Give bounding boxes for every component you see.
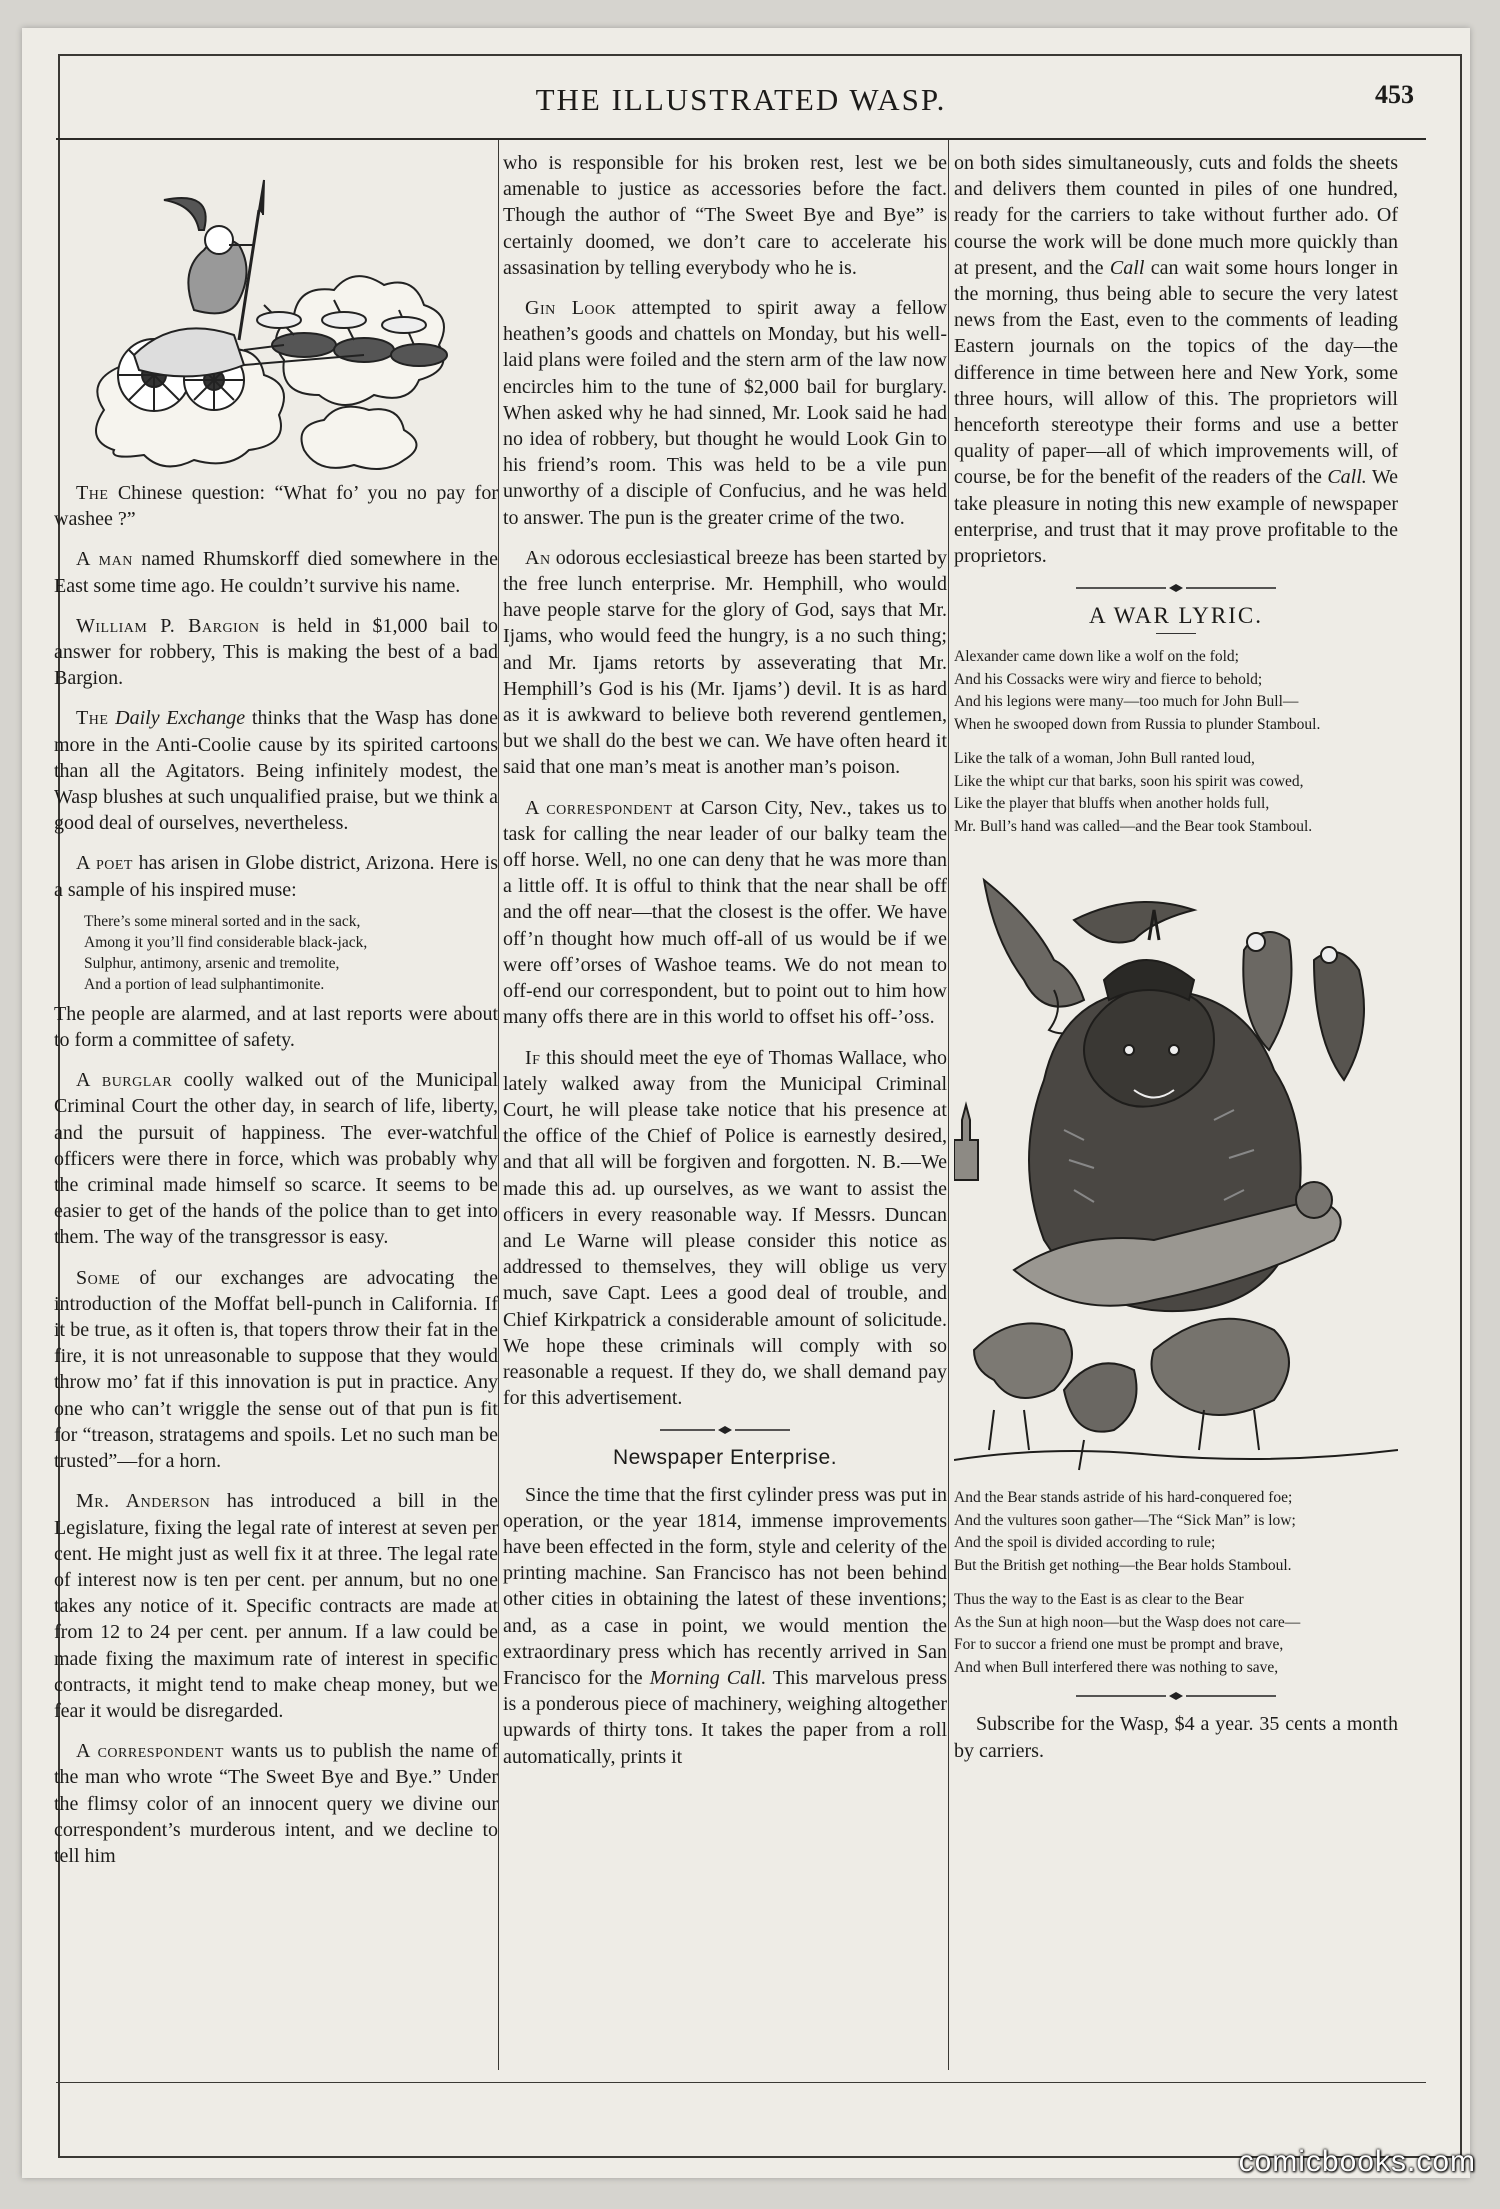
column-rule [498,140,499,2070]
stanza: And the Bear stands astride of his hard-conquered foe; And the vultures soon gather—The “Sick Man” is low; And the spoil is divided according to rule; But the British get nothing—the Bear holds Stamboul. [954,1489,1296,1574]
column-middle [503,150,947,1784]
header-rule [56,138,1426,140]
wasp-chariot-illustration [54,150,498,480]
section-heading: Newspaper Enterprise. [612,1446,838,1470]
ornament-divider [954,1691,1398,1701]
page-header [56,50,1426,117]
column-left [54,150,498,1883]
paragraph: on both sides simultaneously, cuts and folds the sheets and delivers them counted in piles of one hundred, ready for the carriers to take without further ado. Of course the work will be done much more quickly than at present, and the Call can wait some hours longer in the morning, thus being able to secure the very latest news from the East, even to the comments of leading Eastern journals on the topics of the day—the difference in time between here and New York, some three hours, will allow of this. The proprietors will henceforth stereotype their forms and use a better quality of paper—all of which improvements will, of course, be for the benefit of the readers of the Call. We take pleasure in noting this new example of newspaper enterprise, and trust that it may prove profitable to the proprietors. [954,152,1399,568]
poem-title: A WAR LYRIC. [1089,603,1263,629]
ornament-divider [503,1425,947,1435]
paragraph: A poet has arisen in Globe district, Arizona. Here is a sample of his inspired muse: [54,852,498,901]
title-underline [1156,633,1196,634]
page-number: 453 [1375,80,1414,109]
masthead: THE ILLUSTRATED WASP. [535,82,947,117]
bear-and-vultures-illustration [954,850,1398,1475]
paragraph: Gin Look attempted to spirit away a fellow heathen’s goods and chattels on Monday, but his well-laid plans were foiled and the stern arm of the law now encircles him to the tune of $2,000 bail for burglary. When asked why he had sinned, Mr. Look said he had no idea of robbery, but thought he would Look Gin to his friend’s room. This was held to be a vile pun unworthy of a disciple of Confucius, and he was held to answer. The pun is the greater crime of the two. [503,297,948,529]
subscription-notice: Subscribe for the Wasp, $4 a year. 35 cents a month by carriers. [954,1713,1398,1762]
stanza: Like the talk of a woman, John Bull ranted loud, Like the whipt cur that barks, soon his spirit was cowed, Like the player that bluffs when another holds full, Mr. Bull’s hand was called—and the Bear took Stamboul. [954,750,1313,835]
paragraph: Since the time that the first cylinder press was put in operation, or the year 1814, immense improvements have been effected in the form, style and celerity of the printing machine. San Francisco has not been behind other cities in obtaining the latest of these inventions; and, as a case in point, we would mention the extraordinary press which has recently arrived in San Francisco for the Morning Call. This marvelous press is a ponderous piece of machinery, weighing altogether upwards of thirty tons. It takes the paper from a roll automatically, prints it [503,1483,947,1768]
stanza: Alexander came down like a wolf on the fold; And his Cossacks were wiry and fierce to behold; And his legions were many—too much for John Bull— When he swooped down from Russia to plunder Stamboul. [954,648,1321,733]
column-rule [948,140,949,2070]
paragraph: A correspondent at Carson City, Nev., takes us to task for calling the near leader of our balky team the off horse. Well, no one can deny that he was more than a little off. It is offul to think that the near shall be off and the off near—that the closest is the offer. We have off’n thought how much off-all of us would be if we were off’orses of Washoe teams. We do not mean to off-end our correspondent, but to point out to him how many offs there are in this world to offset his off-’oss. [503,796,948,1029]
column-right [954,150,1398,1778]
paragraph: A man named Rhumskorff died somewhere in the East some time ago. He couldn’t survive his name. [54,548,499,597]
stanza: Thus the way to the East is as clear to the Bear As the Sun at high noon—but the Wasp does not care— For to succor a friend one must be prompt and brave, And when Bull interfered there was nothing to save, [954,1591,1301,1676]
paragraph: who is responsible for his broken rest, lest we be amenable to justice as accessories before the fact. Though the author of “The Sweet Bye and Bye” is certainly doomed, we don’t care to accelerate his assasination by telling everybody who he is. [503,152,947,279]
paragraph: A correspondent wants us to publish the name of the man who wrote “The Sweet Bye and Bye.” Under the flimsy color of an innocent query we divine our correspondent’s murderous intent, and we decline to tell him [54,1740,498,1867]
inline-poem: There’s some mineral sorted and in the sack, Among it you’ll find considerable black-jack, Sulphur, antimony, arsenic and tremolite, And a portion of lead sulphantimonite. [84,912,368,993]
paragraph: Some of our exchanges are advocating the introduction of the Moffat bell-punch in California. If it be true, as it often is, that topers throw their fat in the fire, it is not unreasonable to suppose that they would throw mo’ fat if this innovation is put in practice. Any one who can’t wriggle the sense out of that pun is fit for “treason, stratagems and spoils. Let no such man be trusted”—for a horn. [54,1266,498,1473]
paragraph: The people are alarmed, and at last reports were about to form a committee of safety. [54,1002,498,1052]
ornament-divider [954,583,1398,593]
paragraph: If this should meet the eye of Thomas Wallace, who lately walked away from the Municipal Criminal Court, he will please take notice that his presence at the office of the Chief of Police is earnestly desired, and that all will be forgiven and forgotten. N. B.—We made this ad. up ourselves, as we want to assist the officers in every reasonable way. If Messrs. Duncan and Le Warne will please consider this notice as addressed to themselves, they will oblige us very much, save Capt. Lees a good deal of trouble, and Chief Kirkpatrick a considerable amount of solicitude. We hope these criminals will comply with so reasonable a request. If they do, we shall demand pay for this advertisement. [503,1046,947,1410]
bottom-rule [56,2082,1426,2083]
paragraph: An odorous ecclesiastical breeze has been started by the free lunch enterprise. Mr. Hemphill, who would have people starve for the glory of God, says that Mr. Ijams, who would feed the hungry, is a no such thing; and Mr. Ijams retorts by asseverating that Mr. Hemphill’s God is his (Mr. Ijams’) devil. It is as hard as it is awkward to believe both reverend gentlemen, but we shall do the best we can. We have often heard it said that one man’s meat is another man’s poison. [503,546,948,779]
paragraph: A burglar coolly walked out of the Municipal Criminal Court the other day, in search of life, liberty, and the pursuit of happiness. The ever-watchful officers were there in force, which was probably why the criminal made himself so scarce. It seems to be easier to get of the hands of the police than to get into them. The way of the transgressor is easy. [54,1069,498,1249]
paragraph: The Chinese question: “What fo’ you no pay for washee ?” [54,482,498,531]
paragraph: Mr. Anderson has introduced a bill in the Legislature, fixing the legal rate of interest at seven per cent. He might just as well fix it at three. The legal rate of interest now is ten per cent. per annum, but no one takes any notice of it. Specific contracts are made at from 12 to 24 per cent. per annum. If a law could be made fixing the maximum rate of interest in specific contracts, it might tend to make cheap money, but we fear it would be disregarded. [54,1490,498,1722]
war-lyric-poem [954,646,1398,1679]
paragraph: The Daily Exchange thinks that the Wasp has done more in the Anti-Coolie cause by its spirited cartoons than all the Agitators. Being infinitely modest, the Wasp blushes at such unqualified praise, but we think a good deal of ourselves, nevertheless. [54,707,499,835]
site-watermark: comicbooks.com [1238,2145,1476,2178]
paragraph: William P. Bargion is held in $1,000 bail to answer for robbery, This is making the best of a bad Bargion. [54,614,498,690]
